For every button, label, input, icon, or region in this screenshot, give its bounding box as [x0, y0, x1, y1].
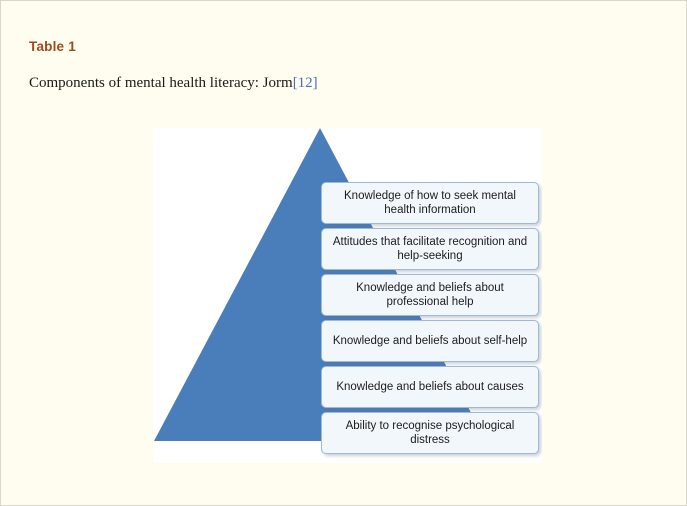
pyramid-row[interactable]: Knowledge and beliefs about causes [321, 366, 539, 408]
caption-text: Components of mental health literacy: Jorm [29, 75, 293, 91]
figure-container [153, 128, 542, 463]
pyramid-row[interactable]: Knowledge of how to seek mental health information [321, 182, 539, 224]
pyramid-rows [321, 150, 542, 463]
table-caption [29, 75, 318, 92]
citation-link[interactable]: [12] [292, 75, 318, 91]
pyramid-row[interactable]: Knowledge and beliefs about self-help [321, 320, 539, 362]
pyramid-row[interactable]: Knowledge and beliefs about professional help [321, 274, 539, 316]
pyramid-row[interactable]: Ability to recognise psychological distress [321, 412, 539, 454]
table-label: Table 1 [29, 39, 76, 54]
pyramid-row[interactable]: Attitudes that facilitate recognition and help-seeking [321, 228, 539, 270]
